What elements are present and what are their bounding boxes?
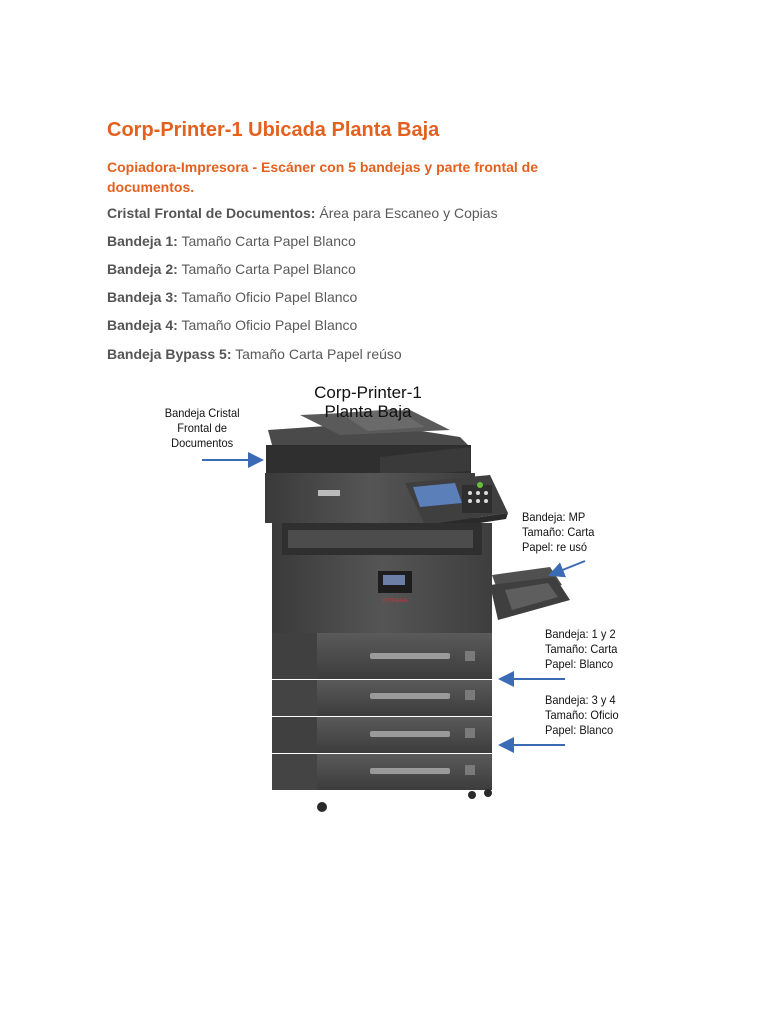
callout-line: Papel: Blanco: [545, 723, 614, 737]
printer-figure: [150, 375, 630, 825]
callout-line: Documentos: [171, 436, 234, 450]
spec-line-tray-1: [107, 233, 356, 249]
callout-trays-3-4: [545, 693, 619, 738]
callout-mp: [522, 510, 594, 555]
callout-glass: [158, 406, 246, 451]
caster-wheel: [484, 789, 492, 797]
callout-line: Papel: re usó: [522, 540, 588, 554]
callout-trays-1-2: [545, 627, 617, 672]
spec-key: Bandeja 4:: [107, 317, 178, 333]
callout-line: Bandeja: MP: [522, 510, 586, 524]
spec-key: Bandeja 2:: [107, 261, 178, 277]
spec-line-tray-bypass: [107, 346, 402, 362]
callout-line: Bandeja: 1 y 2: [545, 627, 616, 641]
callout-line: Bandeja: 3 y 4: [545, 693, 616, 707]
paper-drawer-2: [272, 680, 492, 716]
spec-key: Bandeja 1:: [107, 233, 178, 249]
callout-line: Bandeja Cristal: [164, 406, 240, 420]
spec-line-glass: [107, 205, 498, 221]
spec-line-tray-2: [107, 261, 356, 277]
spec-key: Bandeja Bypass 5:: [107, 346, 232, 362]
spec-value: Tamaño Oficio Papel Blanco: [181, 289, 358, 305]
caster-wheel: [317, 802, 327, 812]
callout-line: Tamaño: Carta: [522, 525, 595, 539]
paper-drawer-4: [272, 754, 492, 790]
spec-key: Bandeja 3:: [107, 289, 178, 305]
callout-line: Tamaño: Oficio: [545, 708, 619, 722]
page-title: Corp-Printer-1 Ubicada Planta Baja: [107, 119, 440, 141]
spec-line-tray-3: [107, 289, 357, 305]
callout-line: Frontal de: [177, 421, 228, 435]
spec-value: Área para Escaneo y Copias: [319, 205, 498, 221]
caster-wheel: [468, 791, 476, 799]
spec-value: Tamaño Carta Papel Blanco: [181, 261, 356, 277]
spec-key: Cristal Frontal de Documentos:: [107, 205, 316, 221]
paper-drawer-1: [272, 633, 492, 679]
figure-title-line: Corp-Printer-1: [314, 383, 422, 402]
brand-logo: KYOCERA: [382, 598, 408, 604]
spec-value: Tamaño Carta Papel reúso: [235, 346, 402, 362]
arrow-bypass: [550, 561, 585, 575]
spec-value: Tamaño Oficio Papel Blanco: [181, 317, 358, 333]
figure-title: [288, 383, 448, 421]
callout-line: Papel: Blanco: [545, 657, 614, 671]
bypass-tray: [490, 567, 570, 620]
spec-value: Tamaño Carta Papel Blanco: [181, 233, 356, 249]
output-slot: [318, 490, 340, 496]
page-subtitle: Copiadora-Impresora - Escáner con 5 bandejas y parte frontal de documentos.: [107, 159, 539, 195]
figure-title-line: Planta Baja: [324, 402, 412, 421]
paper-drawer-3: [272, 717, 492, 753]
callout-line: Tamaño: Carta: [545, 642, 618, 656]
spec-line-tray-4: [107, 317, 357, 333]
